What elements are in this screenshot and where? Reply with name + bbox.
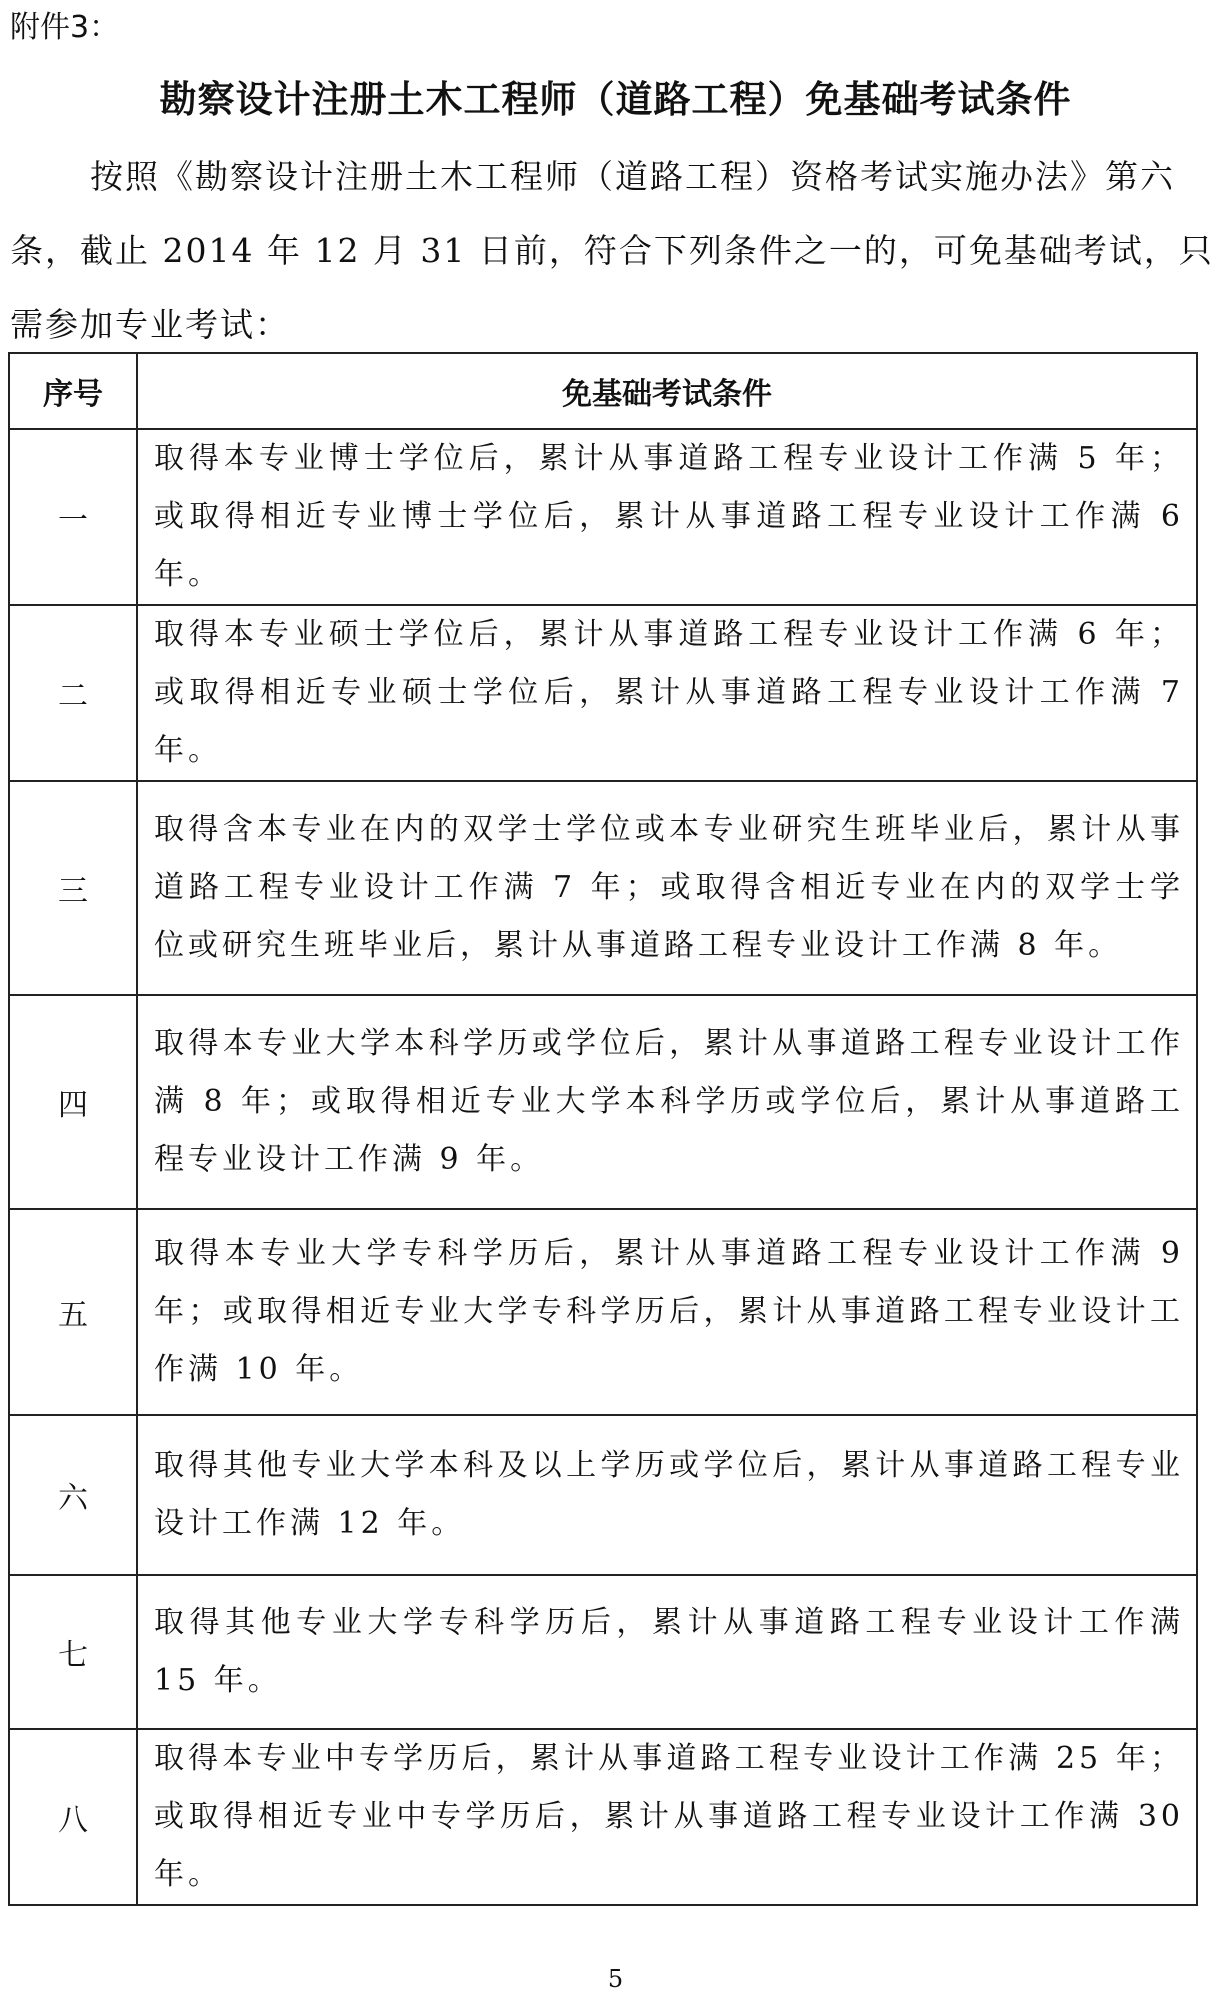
table-row	[9, 429, 1197, 605]
row-number: 七	[9, 1575, 137, 1729]
header-condition: 免基础考试条件	[137, 353, 1197, 429]
row-condition: 取得其他专业大学专科学历后，累计从事道路工程专业设计工作满 15 年。	[137, 1575, 1197, 1729]
row-condition: 取得本专业硕士学位后，累计从事道路工程专业设计工作满 6 年；或取得相近专业硕士学位后，累计从事道路工程专业设计工作满 7 年。	[137, 605, 1197, 781]
row-number: 二	[9, 605, 137, 781]
attachment-label: 附件3：	[10, 10, 120, 45]
row-number: 八	[9, 1729, 137, 1905]
table-row	[9, 781, 1197, 995]
row-number: 四	[9, 995, 137, 1209]
document-title: 勘察设计注册土木工程师（道路工程）免基础考试条件	[159, 78, 1072, 121]
table-row	[9, 1729, 1197, 1905]
row-number: 五	[9, 1209, 137, 1415]
table-row	[9, 1575, 1197, 1729]
table-row	[9, 605, 1197, 781]
header-serial-number: 序号	[9, 353, 137, 429]
page-number: 5	[607, 1965, 624, 1993]
row-condition: 取得其他专业大学本科及以上学历或学位后，累计从事道路工程专业设计工作满 12 年。	[137, 1415, 1197, 1575]
row-condition: 取得本专业大学专科学历后，累计从事道路工程专业设计工作满 9 年；或取得相近专业大学专科学历后，累计从事道路工程专业设计工作满 10 年。	[137, 1209, 1197, 1415]
row-number: 一	[9, 429, 137, 605]
row-condition: 取得本专业大学本科学历或学位后，累计从事道路工程专业设计工作满 8 年；或取得相近专业大学本科学历或学位后，累计从事道路工程专业设计工作满 9 年。	[137, 995, 1197, 1209]
row-condition: 取得本专业中专学历后，累计从事道路工程专业设计工作满 25 年；或取得相近专业中专学历后，累计从事道路工程专业设计工作满 30 年。	[137, 1729, 1197, 1905]
exemption-conditions-table	[8, 352, 1198, 1906]
table-row	[9, 1209, 1197, 1415]
row-condition: 取得本专业博士学位后，累计从事道路工程专业设计工作满 5 年；或取得相近专业博士学位后，累计从事道路工程专业设计工作满 6 年。	[137, 429, 1197, 605]
table-row	[9, 995, 1197, 1209]
intro-paragraph: 按照《勘察设计注册土木工程师（道路工程）资格考试实施办法》第六条，截止 2014 年 12 月 31 日前，符合下列条件之一的，可免基础考试，只需参加专业考试：	[10, 157, 1214, 344]
row-condition: 取得含本专业在内的双学士学位或本专业研究生班毕业后，累计从事道路工程专业设计工作满 7 年；或取得含相近专业在内的双学士学位或研究生班毕业后，累计从事道路工程专业设计工作满 8 年。	[137, 781, 1197, 995]
table-row	[9, 1415, 1197, 1575]
row-number: 三	[9, 781, 137, 995]
table-header-row	[9, 353, 1197, 429]
row-number: 六	[9, 1415, 137, 1575]
